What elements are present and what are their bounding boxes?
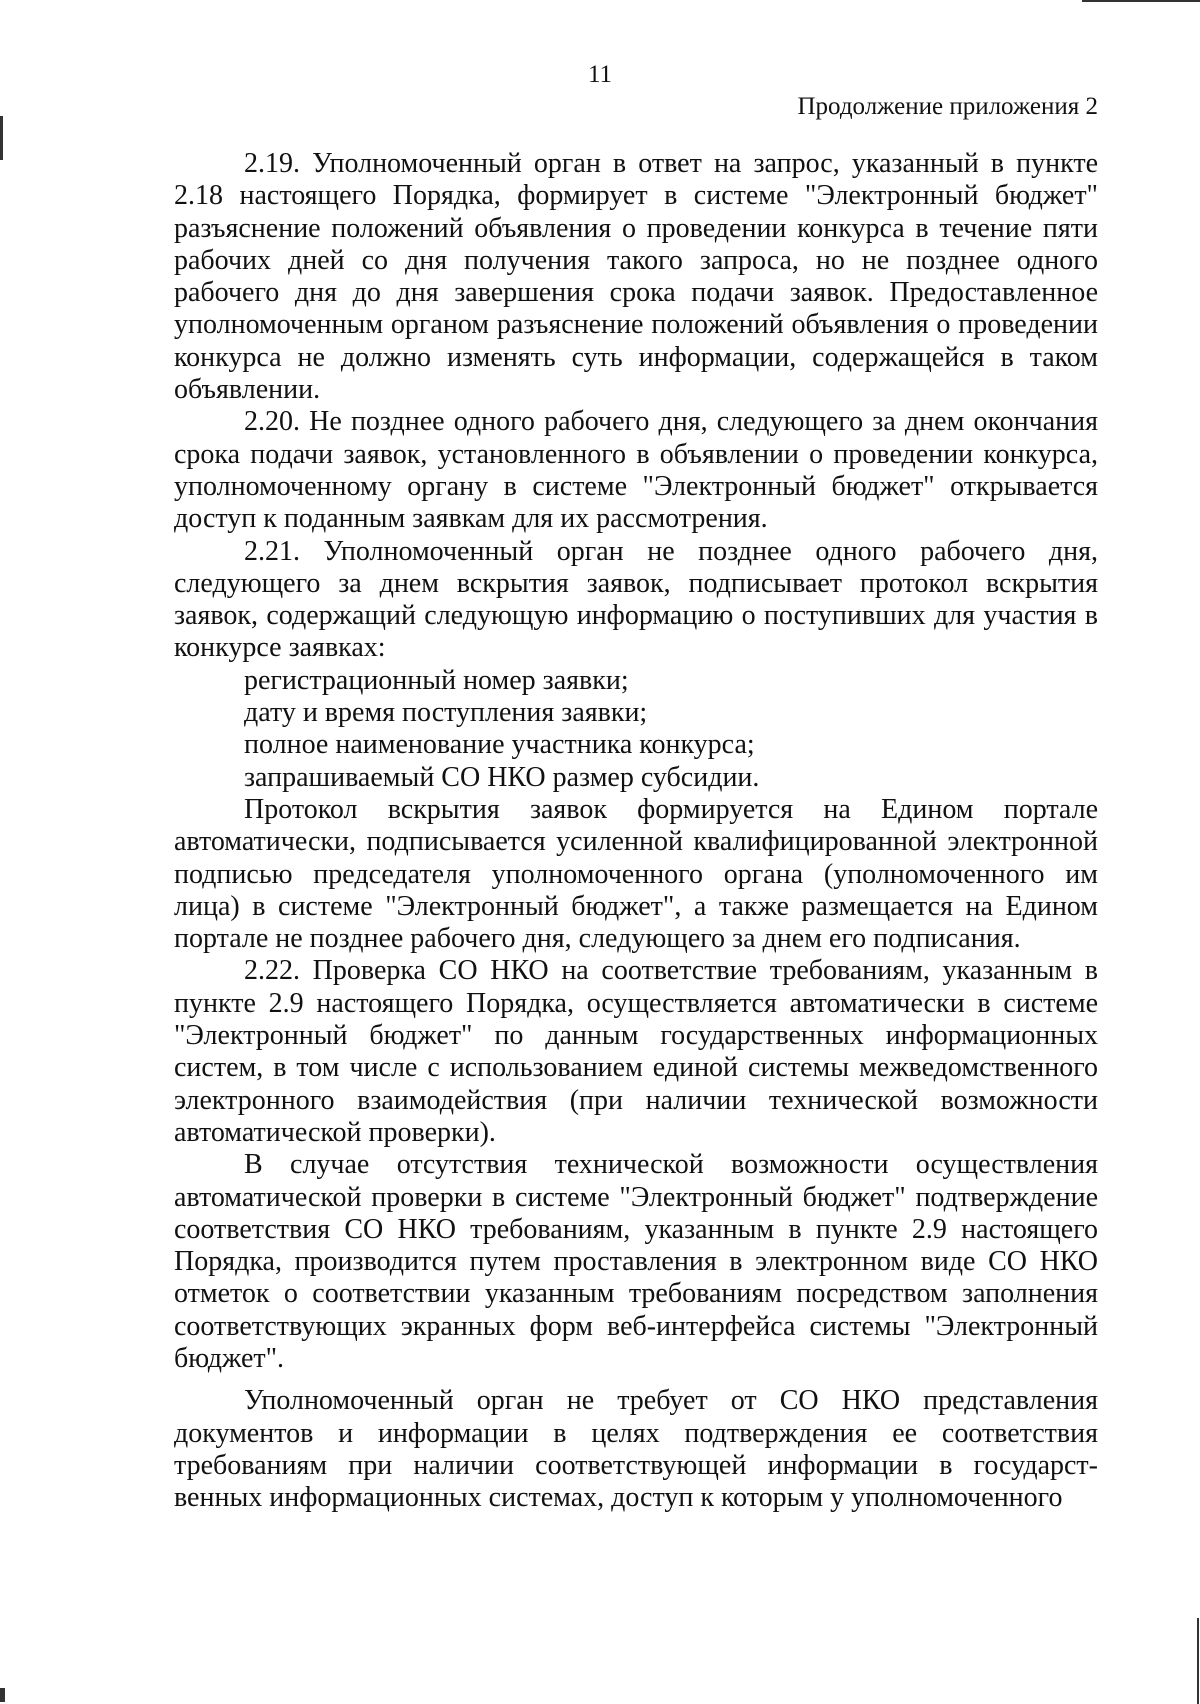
scan-edge-mark (0, 116, 3, 160)
paragraph-2-20: 2.20. Не позднее одного рабочего дня, следующего за днем окончания срока подачи заявок, установленного в объявлении о проведении конкурса, уполномоченному органу в системе "Электронный бюджет" открывается доступ к поданным заявкам для их рассмотрения. (174, 406, 1098, 535)
paragraph-no-technical-possibility: В случае отсутствия технической возможности осуществления автоматической проверки в системе "Электронный бюджет" подтверждение соответствия СО НКО требованиям, указанным в пункте 2.9 настоящего Порядка, производится путем проставления в электронном виде СО НКО отметок о соответствии указанным требованиям посредством заполнения соответствующих экранных форм веб-интерфейса системы "Электронный бюджет". (174, 1149, 1098, 1374)
list-item: дату и время поступления заявки; (244, 697, 648, 729)
scan-edge-mark (0, 1688, 5, 1702)
document-body (174, 148, 1098, 1514)
list-item: полное наименование участника конкурса; (244, 729, 755, 761)
paragraph-2-22: 2.22. Проверка СО НКО на соответствие требованиям, указанным в пункте 2.9 настоящего Порядка, осуществляется автоматически в системе "Электронный бюджет" по данным государственных информационных систем, в том числе с использованием единой системы межведомственного электронного взаимодействия (при наличии технической возможности автоматической проверки). (174, 955, 1098, 1148)
scan-edge-mark (1082, 0, 1200, 2)
paragraph-2-21: 2.21. Уполномоченный орган не позднее одного рабочего дня, следующего за днем вскрытия заявок, подписывает протокол вскрытия заявок, содержащий следующую информацию о поступивших для участия в конкурсе заявках: (174, 535, 1098, 664)
list-item: запрашиваемый СО НКО размер субсидии. (244, 761, 760, 793)
running-header: Продолжение приложения 2 (797, 93, 1098, 120)
paragraph-no-documents-required: Уполномоченный орган не требует от СО НКО представления документов и информации в целях подтверждения ее соответствия требованиям при наличии соответствующей информации в государст-венных информационных системах, доступ к которым у уполномоченного (174, 1385, 1098, 1514)
list-item: регистрационный номер заявки; (244, 664, 629, 696)
scan-edge-mark (1197, 1618, 1199, 1704)
paragraph-protocol: Протокол вскрытия заявок формируется на Едином портале автоматически, подписывается усиленной квалифицированной электронной подписью председателя уполномоченного органа (уполномоченного им лица) в системе "Электронный бюджет", а также размещается на Едином портале не позднее рабочего дня, следующего за днем его подписания. (174, 793, 1098, 955)
paragraph-2-19: 2.19. Уполномоченный орган в ответ на запрос, указанный в пункте 2.18 настоящего Порядка, формирует в системе "Электронный бюджет" разъяснение положений объявления о проведении конкурса в течение пяти рабочих дней со дня получения такого запроса, но не позднее одного рабочего дня до дня завершения срока подачи заявок. Предоставленное уполномоченным органом разъяснение положений объявления о проведении конкурса не должно изменять суть информации, содержащейся в таком объявлении. (174, 148, 1098, 406)
page-number: 11 (587, 61, 613, 88)
